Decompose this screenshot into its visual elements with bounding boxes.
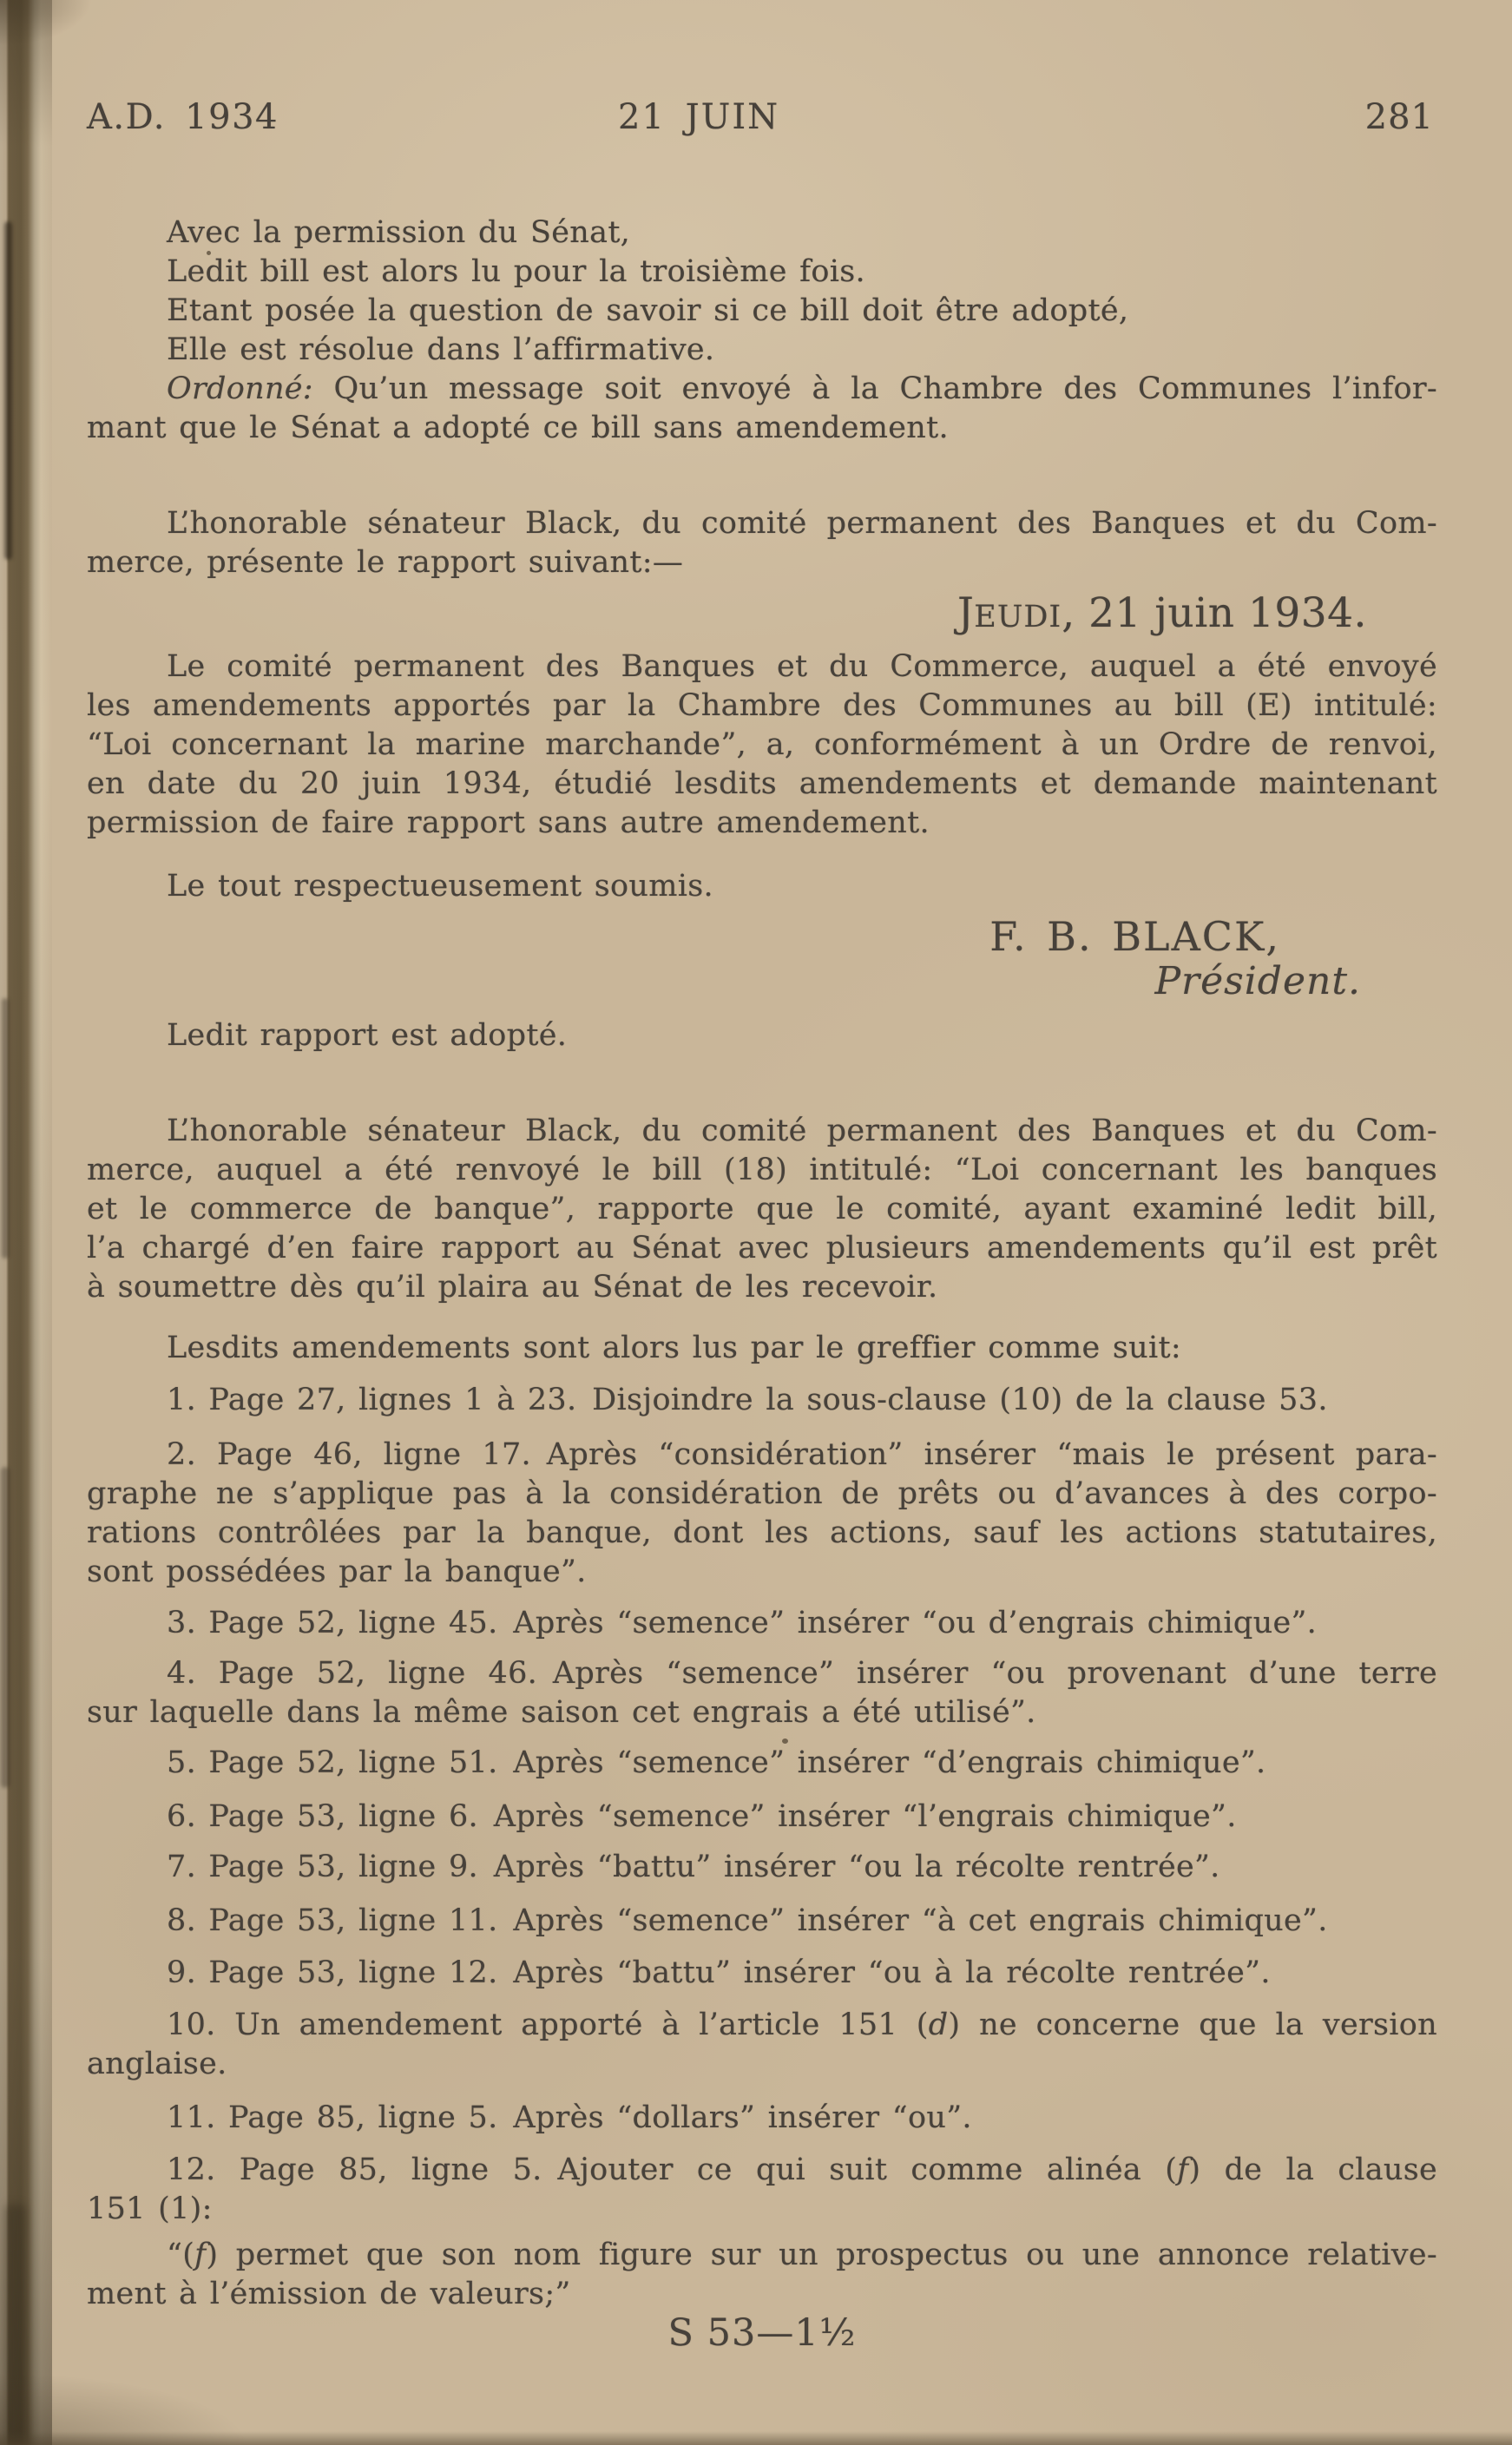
amendment-4 (87, 1654, 1437, 1732)
amendments-read-intro (87, 1329, 1437, 1368)
text-line: 11. Page 85, ligne 5. Après “dollars” insérer “ou”. (167, 2100, 972, 2135)
text-line: Etant posée la question de savoir si ce bill doit être adopté, (167, 293, 1129, 328)
text-line: sur laquelle dans la même saison cet engrais a été utilisé”. (87, 1695, 1036, 1730)
text-line: 5. Page 52, ligne 51. Après “semence” insérer “d’engrais chimique”. (167, 1745, 1266, 1780)
spine-shadow-streak (4, 221, 12, 560)
text-line: 4. Page 52, ligne 46. Après “semence” insérer “ou provenant d’une terre (167, 1656, 1437, 1691)
text-line: Elle est résolue dans l’affirmative. (167, 332, 715, 367)
text-line: l’a chargé d’en faire rapport au Sénat avec plusieurs amendements qu’il est prêt (87, 1231, 1437, 1265)
header-year: A.D. 1934 (87, 97, 279, 137)
signature-name: F. B. BLACK, (989, 913, 1280, 960)
amendment-10 (87, 2006, 1437, 2084)
text-line: les amendements apportés par la Chambre des Communes au bill (E) intitulé: (87, 688, 1437, 723)
black-bank-bill-report (87, 1112, 1437, 1307)
text-line: merce, présente le rapport suivant:— (87, 545, 684, 580)
amendment-12-quote (87, 2236, 1437, 2314)
text-line: mant que le Sénat a adopté ce bill sans amendement. (87, 411, 949, 445)
text-line: Ordonné: Qu’un message soit envoyé à la Chambre des Communes l’infor- (167, 371, 1437, 406)
text-line: 2. Page 46, ligne 17. Après “considération” insérer “mais le présent para- (167, 1437, 1437, 1472)
amendment-3 (87, 1604, 1437, 1643)
amendment-7 (87, 1848, 1437, 1887)
text-line: Lesdits amendements sont alors lus par le greffier comme suit: (167, 1331, 1181, 1365)
amendment-2 (87, 1436, 1437, 1592)
amendment-12 (87, 2151, 1437, 2229)
amendment-11 (87, 2099, 1437, 2138)
text-line: “Loi concernant la marine marchande”, a, conformément à un Ordre de renvoi, (87, 727, 1437, 762)
text-line: Avec la permission du Sénat, (167, 215, 631, 250)
text-line: 12. Page 85, ligne 5. Ajouter ce qui suit comme alinéa (f) de la clause (167, 2153, 1437, 2187)
text-line: 7. Page 53, ligne 9. Après “battu” insérer “ou la récolte rentrée”. (167, 1850, 1220, 1884)
text-line: graphe ne s’applique pas à la considération de prêts ou d’avances à des corpo- (87, 1476, 1437, 1511)
committee-report-marine (87, 647, 1437, 843)
session-date-initial: J (957, 589, 975, 637)
session-date (957, 591, 1367, 640)
text-line: anglaise. (87, 2047, 227, 2081)
text-line: 9. Page 53, ligne 12. Après “battu” insérer “ou à la récolte rentrée”. (167, 1955, 1271, 1990)
text-line: Le tout respectueusement soumis. (167, 869, 713, 904)
text-line: en date du 20 juin 1934, étudié lesdits amendements et demande maintenant (87, 766, 1437, 801)
spine-shadow-streak (1, 1467, 10, 1788)
text-line: Le comité permanent des Banques et du Commerce, auquel a été envoyé (167, 649, 1437, 684)
amendment-8 (87, 1902, 1437, 1941)
amendment-5 (87, 1744, 1437, 1783)
session-date-rest: , 21 juin 1934. (1062, 589, 1367, 637)
text-line: “(f) permet que son nom figure sur un prospectus ou une annonce relative- (167, 2238, 1437, 2272)
text-line: L’honorable sénateur Black, du comité permanent des Banques et du Com- (167, 506, 1437, 541)
text-line: merce, auquel a été renvoyé le bill (18) intitulé: “Loi concernant les banques (87, 1153, 1437, 1187)
text-line: sont possédées par la banque”. (87, 1554, 587, 1589)
text-line: 3. Page 52, ligne 45. Après “semence” insérer “ou d’engrais chimique”. (167, 1606, 1318, 1640)
session-date-smallcaps: EUDI (974, 600, 1062, 634)
report-adopted (87, 1016, 1437, 1055)
black-report-announcement (87, 504, 1437, 582)
text-line: permission de faire rapport sans autre amendement. (87, 805, 930, 840)
amendment-9 (87, 1954, 1437, 1993)
text-line: 10. Un amendement apporté à l’article 151 (d) ne concerne que la version (167, 2008, 1437, 2042)
text-line: rations contrôlées par la banque, dont les actions, sauf les actions statutaires, (87, 1515, 1437, 1550)
text-line: à soumettre dès qu’il plaira au Sénat de les recevoir. (87, 1270, 938, 1305)
signature-title: Président. (1154, 959, 1361, 1003)
amendment-6 (87, 1798, 1437, 1837)
opening-proceedings (87, 214, 1437, 448)
signature-mark: S 53—1½ (667, 2311, 857, 2355)
text-line: et le commerce de banque”, rapporte que le comité, ayant examiné ledit bill, (87, 1192, 1437, 1226)
text-line: ment à l’émission de valeurs;” (87, 2277, 571, 2311)
text-column (87, 0, 1437, 2445)
text-line: Ledit rapport est adopté. (167, 1018, 568, 1053)
respectfully-submitted (87, 867, 1437, 906)
text-line: 1. Page 27, lignes 1 à 23. Disjoindre la sous-clause (10) de la clause 53. (167, 1383, 1328, 1417)
text-line: 8. Page 53, ligne 11. Après “semence” insérer “à cet engrais chimique”. (167, 1903, 1328, 1938)
header-date: 21 JUIN (618, 97, 780, 137)
page-number: 281 (1364, 97, 1434, 137)
text-line: 151 (1): (87, 2192, 213, 2226)
spine-shadow-streak (2, 998, 9, 1259)
text-line: 6. Page 53, ligne 6. Après “semence” insérer “l’engrais chimique”. (167, 1799, 1237, 1834)
text-line: Ledit bill est alors lu pour la troisième fois. (167, 254, 865, 289)
text-line: L’honorable sénateur Black, du comité permanent des Banques et du Com- (167, 1114, 1437, 1148)
amendment-1 (87, 1381, 1437, 1420)
